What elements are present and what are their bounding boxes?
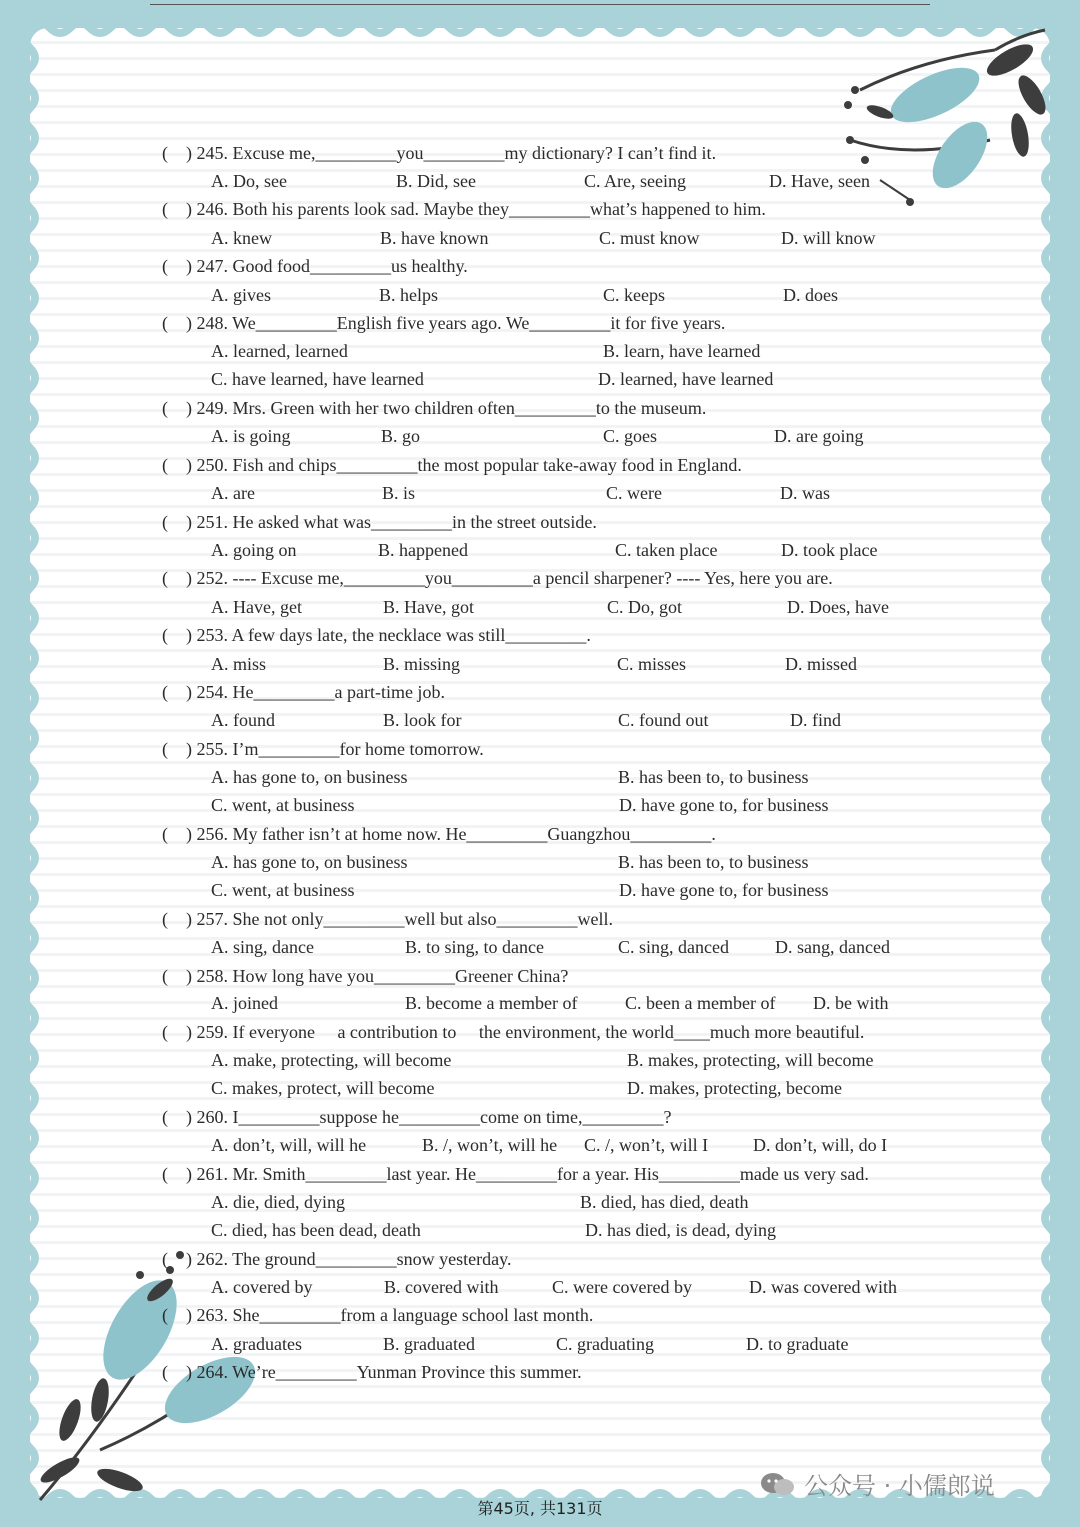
option-256-a: A. has gone to, on business [211, 852, 408, 872]
question-248: ( ) 248. We_________English five years ago. We_________it for five years. [162, 313, 726, 333]
option-253-c: C. misses [617, 654, 687, 674]
page-footer: 第45页, 共131页 [477, 1499, 603, 1518]
option-261-d: D. has died, is dead, dying [585, 1220, 776, 1240]
option-257-d: D. sang, danced [775, 937, 890, 957]
option-252-c: C. Do, got [607, 597, 683, 617]
option-254-b: B. look for [383, 710, 462, 730]
question-261: ( ) 261. Mr. Smith_________last year. He_________for a year. His_________made us very sad. [162, 1164, 869, 1184]
option-251-a: A. going on [211, 540, 297, 560]
option-263-c: C. graduating [556, 1334, 654, 1354]
option-248-b: B. learn, have learned [603, 341, 761, 361]
option-249-b: B. go [381, 426, 421, 446]
question-246: ( ) 246. Both his parents look sad. Maybe they_________what’s happened to him. [162, 199, 766, 219]
option-254-a: A. found [211, 710, 275, 730]
option-258-d: D. be with [813, 993, 889, 1013]
question-247: ( ) 247. Good food_________us healthy. [162, 256, 468, 276]
option-249-a: A. is going [211, 426, 291, 446]
option-260-b: B. /, won’t, will he [422, 1135, 558, 1155]
question-251: ( ) 251. He asked what was_________in the street outside. [162, 512, 597, 532]
option-252-b: B. Have, got [383, 597, 474, 617]
option-263-a: A. graduates [211, 1334, 302, 1354]
question-253: ( ) 253. A few days late, the necklace was still_________. [162, 625, 591, 645]
question-264: ( ) 264. We’re_________Yunman Province this summer. [162, 1362, 582, 1382]
question-263: ( ) 263. She_________from a language school last month. [162, 1305, 594, 1325]
option-262-c: C. were covered by [552, 1277, 692, 1297]
option-255-c: C. went, at business [211, 795, 355, 815]
option-256-c: C. went, at business [211, 880, 355, 900]
option-246-a: A. knew [211, 228, 272, 248]
option-247-a: A. gives [211, 285, 271, 305]
watermark-text: 公众号 · 小儒郎说 [804, 1472, 995, 1500]
option-261-a: A. die, died, dying [211, 1192, 345, 1212]
option-259-b: B. makes, protecting, will become [627, 1050, 874, 1070]
option-261-c: C. died, has been dead, death [211, 1220, 421, 1240]
option-262-a: A. covered by [211, 1277, 313, 1297]
option-256-d: D. have gone to, for business [619, 880, 829, 900]
option-252-a: A. Have, get [211, 597, 302, 617]
option-254-d: D. find [790, 710, 841, 730]
question-255: ( ) 255. I’m_________for home tomorrow. [162, 739, 484, 759]
option-251-d: D. took place [781, 540, 878, 560]
option-253-b: B. missing [383, 654, 461, 674]
option-245-a: A. Do, see [211, 171, 287, 191]
option-258-a: A. joined [211, 993, 278, 1013]
option-246-d: D. will know [781, 228, 876, 248]
question-249: ( ) 249. Mrs. Green with her two children often_________to the museum. [162, 398, 707, 418]
option-257-b: B. to sing, to dance [405, 937, 544, 957]
question-250: ( ) 250. Fish and chips_________the most popular take-away food in England. [162, 455, 742, 475]
option-263-d: D. to graduate [746, 1334, 849, 1354]
option-247-c: C. keeps [603, 285, 665, 305]
option-250-d: D. was [780, 483, 830, 503]
question-252: ( ) 252. ---- Excuse me,_________you_________a pencil sharpener? ---- Yes, here you are. [162, 568, 833, 588]
option-260-d: D. don’t, will, do I [753, 1135, 888, 1155]
option-248-d: D. learned, have learned [598, 369, 774, 389]
option-247-d: D. does [783, 285, 838, 305]
option-262-d: D. was covered with [749, 1277, 897, 1297]
option-260-a: A. don’t, will, will he [211, 1135, 367, 1155]
option-257-c: C. sing, danced [618, 937, 729, 957]
option-250-b: B. is [382, 483, 416, 503]
question-256: ( ) 256. My father isn’t at home now. He_________Guangzhou_________. [162, 824, 716, 844]
option-247-b: B. helps [379, 285, 439, 305]
option-256-b: B. has been to, to business [618, 852, 809, 872]
question-260: ( ) 260. I_________suppose he_________come on time,_________? [162, 1107, 672, 1127]
option-253-a: A. miss [211, 654, 267, 674]
option-250-a: A. are [211, 483, 255, 503]
option-261-b: B. died, has died, death [580, 1192, 749, 1212]
question-258: ( ) 258. How long have you_________Greener China? [162, 966, 569, 986]
option-245-c: C. Are, seeing [584, 171, 686, 191]
option-257-a: A. sing, dance [211, 937, 314, 957]
option-262-b: B. covered with [384, 1277, 499, 1297]
option-259-a: A. make, protecting, will become [211, 1050, 452, 1070]
wechat-icon [760, 1472, 796, 1496]
option-255-b: B. has been to, to business [618, 767, 809, 787]
option-259-d: D. makes, protecting, become [627, 1078, 842, 1098]
question-245: ( ) 245. Excuse me,_________you_________my dictionary? I can’t find it. [162, 143, 717, 163]
option-263-b: B. graduated [383, 1334, 475, 1354]
option-253-d: D. missed [785, 654, 857, 674]
option-254-c: C. found out [618, 710, 709, 730]
option-249-d: D. are going [774, 426, 864, 446]
option-246-b: B. have known [380, 228, 489, 248]
option-248-a: A. learned, learned [211, 341, 348, 361]
option-246-c: C. must know [599, 228, 700, 248]
question-259: ( ) 259. If everyone a contribution to the environment, the world____much more beautiful. [162, 1022, 865, 1042]
option-258-b: B. become a member of [405, 993, 578, 1013]
option-245-b: B. Did, see [396, 171, 476, 191]
option-255-d: D. have gone to, for business [619, 795, 829, 815]
option-252-d: D. Does, have [787, 597, 889, 617]
option-251-c: C. taken place [615, 540, 718, 560]
option-259-c: C. makes, protect, will become [211, 1078, 435, 1098]
option-245-d: D. Have, seen [769, 171, 870, 191]
option-249-c: C. goes [603, 426, 657, 446]
question-262: ( ) 262. The ground_________snow yesterday. [162, 1249, 512, 1269]
question-257: ( ) 257. She not only_________well but also_________well. [162, 909, 613, 929]
question-254: ( ) 254. He_________a part-time job. [162, 682, 445, 702]
option-251-b: B. happened [378, 540, 468, 560]
option-248-c: C. have learned, have learned [211, 369, 424, 389]
option-250-c: C. were [606, 483, 662, 503]
option-255-a: A. has gone to, on business [211, 767, 408, 787]
option-258-c: C. been a member of [625, 993, 776, 1013]
option-260-c: C. /, won’t, will I [584, 1135, 709, 1155]
